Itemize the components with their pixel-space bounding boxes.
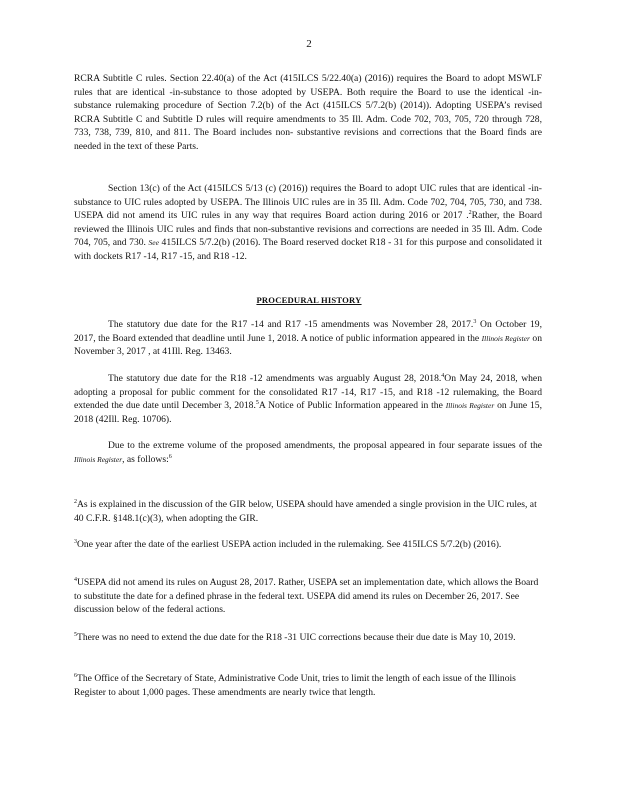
text-run: Due to the extreme volume of the proposed amendments, the proposal appeared in four separate issues of the [108,440,542,451]
footnote-mark: 5 [74,631,77,638]
footnote-text [74,498,542,525]
footnote-body: USEPA did not amend its rules on August 28, 2017. Rather, USEPA set an implementation date, which allows the Board to substitute the date for a defined phrase in the federal text. USEPA did amend its rules on December 26, 2017. See discussion below of the federal actions. [74,577,539,615]
text-run: The statutory due date for the R18 -12 amendments was arguably August 28, 2018. [108,373,442,384]
footnote-ref: 5 [255,399,259,406]
section-heading: PROCEDURAL HISTORY [256,295,362,305]
footnote-body: One year after the date of the earliest USEPA action included in the rulemaking. See 415ILCS 5/7.2(b) (2016). [77,539,502,550]
footnote-body: As is explained in the discussion of the GIR below, USEPA should have amended a single provision in the UIC rules, at 40 C.F.R. §148.1(c)(3), when adopting the GIR. [74,499,537,524]
text-run: On October 19, 2017, the Board extended that deadline until June 1, 2018. A notice of public information appeared in the [74,319,542,344]
text-run: The statutory due date for the R17 -14 and R17 -15 amendments was November 28, 2017. [108,319,474,330]
paragraph-rcra [74,72,542,153]
see-signal: See [148,238,159,247]
footnote-text [74,538,542,552]
footnote-mark: 6 [74,672,77,679]
text-run: , as follows: [122,453,169,465]
footnote-2 [74,498,542,525]
text-run: On May 24, 2018, when adopting a proposal for public comment for the consolidated R17 -14, R17 -15, and R18 -12 rulemaking, the Board extended the due date until December 3, 2018. [74,373,542,411]
paragraph-text [74,372,542,426]
register-title: Illinois Register [481,333,530,343]
footnote-mark: 4 [74,576,77,583]
footnote-mark: 3 [74,538,77,545]
text-run: 415ILCS 5/7.2(b) (2016). The Board reserved docket R18 - 31 for this purpose and consolidated it with dockets R17 -14, R17 -15, and R18 -12. [74,237,542,262]
footnote-body: There was no need to extend the due date for the R18 -31 UIC corrections because their due date is May 10, 2019. [77,632,516,643]
paragraph-uic [74,182,542,263]
text-run: Section 13(c) of the Act (415ILCS 5/13 (c) (2016)) requires the Board to adopt UIC rules that are identical -in-substance to UIC rules adopted by USEPA. The Illinois UIC rules are in 35 Ill. Adm. Code 702, 704, 705, 730, and 738. USEPA did not amend its UIC rules in any way that requires Board action during 2016 or 2017 . [74,183,542,221]
register-title: Illinois Register [74,454,123,464]
paragraph-text [74,318,542,359]
text-run: A Notice of Public Information appeared in the [258,400,443,411]
register-title: Illinois Register [445,401,495,410]
footnote-ref: 2 [468,209,472,216]
text-run: Rather, the Board reviewed the Illinois UIC rules and finds that non-substantive revisions and corrections are needed in 35 Ill. Adm. Code 704, 705, and 730. [74,210,542,248]
paragraph-text [74,439,542,466]
footnote-body: The Office of the Secretary of State, Administrative Code Unit, tries to limit the length of each issue of the Illinois Register to about 1,000 pages. These amendments are nearly twice that length. [74,673,516,698]
footnote-5 [74,631,542,645]
footnote-6 [74,672,542,699]
footnote-mark: 2 [74,498,77,505]
page-number: 2 [306,38,312,50]
text-run: on November 3, 2017 , at 41Ill. Reg. 13463. [74,332,543,357]
footnote-3 [74,538,542,552]
paragraph-text [74,182,542,263]
footnote-text [74,672,542,699]
footnote-text [74,576,542,617]
footnote-ref: 3 [473,318,477,325]
footnote-ref: 4 [441,372,445,379]
paragraph-volume [74,439,542,466]
text-run: on June 15, 2018 (42Ill. Reg. 10706). [74,400,542,425]
paragraph-r18-history [74,372,542,426]
paragraph-text: RCRA Subtitle C rules. Section 22.40(a) of the Act (415ILCS 5/22.40(a) (2016)) requires the Board to adopt MSWLF rules that are identical -in-substance to those adopted by USEPA. Both require the Board to use the identical -in-substance rulemaking procedure of Section 7.2(b) of the Act (415ILCS 5/7.2(b) (2014)). Adopting USEPA’s revised RCRA Subtitle C and Subtitle D rules will require amendments to 35 Ill. Adm. Code 702, 703, 705, 720 through 728, 733, 738, 739, 810, and 811. The Board includes non- substantive revisions and corrections that the Board finds are needed in the text of these Parts. [74,73,542,152]
footnote-ref: 6 [168,453,172,460]
paragraph-r17-history [74,318,542,359]
footnote-4 [74,576,542,617]
footnote-text [74,631,542,645]
